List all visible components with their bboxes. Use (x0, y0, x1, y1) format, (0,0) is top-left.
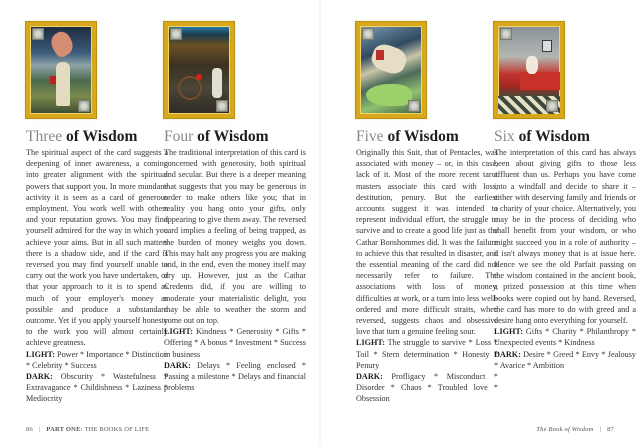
tarot-card-image (494, 22, 564, 118)
dark-text: Obscurity * Wastefulness * Extravagance * Childishness * Laziness * Mediocrity (26, 372, 168, 404)
entry-title (26, 128, 168, 145)
card-corner-emblem (78, 100, 90, 112)
entry-three-of-wisdom (26, 22, 168, 405)
card-corner-emblem (216, 100, 228, 112)
title-suffix: of Wisdom (514, 128, 590, 145)
entry-six-of-wisdom (494, 22, 636, 371)
title-suffix: of Wisdom (193, 128, 269, 145)
dark-keywords (494, 349, 636, 371)
dark-label: DARK: (356, 372, 383, 382)
red-robe-figure (376, 50, 384, 60)
title-number: Six (494, 128, 515, 145)
red-bag-figure (196, 74, 202, 80)
title-number: Four (164, 128, 194, 145)
red-bed-figure (520, 72, 560, 90)
struggling-figure (369, 41, 410, 77)
wall-picture (542, 40, 552, 52)
light-text: Power * Importance * Distinction * Celebrity * Success (26, 349, 168, 370)
dark-keywords (26, 371, 168, 405)
left-page-number: 86 (26, 426, 33, 433)
green-dragon-figure (366, 84, 412, 106)
entry-five-of-wisdom (356, 22, 498, 405)
light-text: Gifts * Charity * Philanthropy * Unexpected events * Kindness (494, 327, 636, 348)
card-corner-emblem (546, 100, 558, 112)
dark-keywords (164, 360, 306, 394)
card-corner-emblem (500, 28, 512, 40)
dark-keywords (356, 371, 498, 405)
dark-text: Delays * Feeling enclosed * Passing a milestone * Delays and financial problems (164, 360, 306, 393)
dark-label: DARK: (164, 360, 191, 370)
light-keywords (356, 337, 498, 371)
footer-separator: | (599, 426, 602, 433)
card-corner-emblem (32, 28, 44, 40)
light-label: LIGHT: (26, 349, 55, 359)
entry-body: The interpretation of this card has always been about giving gifts to those less affluent than us. Perhaps you have come into a windfall and decide to share it – either with deserving family and friends or a charity of your choice. Alternatively, you may be in the process of deciding who shall benefit from your wisdom, or who might succeed you in a role of authority – it isn't always money that is at issue here. Hence we see the old Parfait passing on the wisdom contained in the ancient book, a prized possession at this time when books were copied out by hand. Reversed, the card has more to do with greed and a desire hang onto everything for yourself. (494, 148, 636, 326)
page-gutter (318, 0, 322, 446)
title-number: Five (356, 128, 384, 145)
light-text: Kindness * Generosity * Gifts * Offering * A bonus * Investment * Success in business (164, 327, 306, 359)
entry-body: Originally this Suit, that of Pentacles, was associated with money – or, in this case, lack of it. Most of the more recent tarot masters associate this card with loss, destitution, penury. But the earliest accounts suggest it was intended to represent individual effort, the struggle to survive and to create a good life just as the Cathar Bonshommes did. It was the failure to achieve this that resulted in disaster, and the essential meaning of the card did not necessarily refer to failure. The associations with loss of money, difficulties at work, or a turn into less well-ordered and more difficult straits, when reversed, suggests chaos and obsessive love that turn a genuine feeling sour. (356, 148, 498, 337)
light-label: LIGHT: (494, 327, 523, 337)
right-page-footer (536, 426, 614, 433)
entry-title (164, 128, 306, 145)
title-suffix: of Wisdom (383, 128, 459, 145)
dark-label: DARK: (26, 372, 53, 382)
right-page-number: 87 (607, 426, 614, 433)
red-book-figure (50, 76, 56, 84)
figure-in-bed (526, 56, 538, 74)
entry-title (356, 128, 498, 145)
light-label: LIGHT: (164, 327, 193, 337)
tarot-card-image (26, 22, 96, 118)
light-keywords (494, 326, 636, 348)
entry-title (494, 128, 636, 145)
robed-figure (56, 62, 70, 106)
running-head-part: PART ONE (46, 426, 81, 433)
tarot-card-image (164, 22, 234, 118)
card-corner-emblem (408, 100, 420, 112)
running-head-book: The Book of Wisdom (536, 426, 594, 433)
dark-text: Desire * Greed * Envy * Jealousy * Avarice * Ambition (494, 349, 636, 370)
title-number: Three (26, 128, 63, 145)
card-corner-emblem (362, 28, 374, 40)
title-suffix: of Wisdom (62, 128, 138, 145)
footer-separator: | (38, 426, 41, 433)
tarot-card-image (356, 22, 426, 118)
card-corner-emblem (170, 28, 182, 40)
walking-figure (212, 68, 222, 98)
light-keywords (26, 349, 168, 371)
dark-text: Profligacy * Misconduct * Disorder * Chaos * Troubled love * Obsession (356, 372, 498, 404)
hand-figure (47, 29, 76, 60)
entry-body: The spiritual aspect of the card suggests a deepening of inner awareness, a coming into greater alignment with the spiritual powers that support you. In more mundane activity it is seen as a card of generous employment. You work well with others and your reputation grows. You may find yourself admired for the way in which you achieve your aims. But in all such matters there is a shadow side, and if the card is reversed you may find yourself unable to carry out the work you have undertaken, or that your approach to it is to spend as much of your employer's money as possible and produce a substandard outcome. Yet if you apply yourself honesty to the work you will almost certainly achieve greatness. (26, 148, 168, 348)
dark-label: DARK: (494, 349, 521, 359)
light-text: The struggle to survive * Loss * Toil * Stern determination * Honesty * Penury (356, 338, 498, 370)
entry-body: The traditional interpretation of this card is concerned with generosity, both spiritual and secular. But there is a deeper meaning that suggests that you may be generous in order to make others like you; that in reality you hang onto your gifts, only appearing to give them away. The reversed card implies a feeling of being trapped, as the burden of money weighs you down. This may halt any progress you are making and, in the end, even the money itself may dry up. However, just as the Cathar Credents did, if you are willing to moderate your materialistic delight, you may be able to weather the storm and come out on top. (164, 148, 306, 326)
left-page-footer (26, 426, 149, 433)
light-keywords (164, 326, 306, 360)
running-head-title: : THE BOOKS OF LIFE (80, 426, 150, 433)
entry-four-of-wisdom (164, 22, 306, 393)
light-label: LIGHT: (356, 338, 385, 348)
